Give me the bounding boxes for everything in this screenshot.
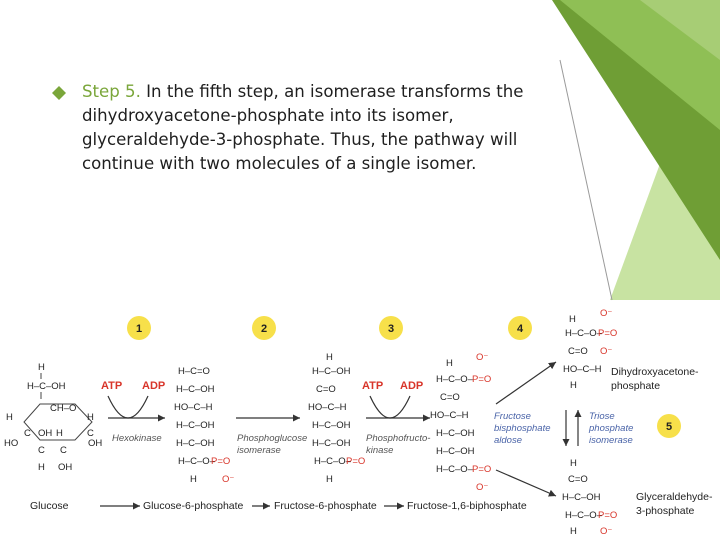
svg-text:C=O: C=O <box>440 392 460 403</box>
dhap-label-line2: phosphate <box>611 380 661 392</box>
svg-text:O⁻: O⁻ <box>600 346 613 357</box>
svg-text:P=O: P=O <box>598 510 618 521</box>
arrow-step4-up <box>496 362 556 404</box>
fructose-6-phosphate-structure <box>308 352 365 485</box>
dhap-label-line1: Dihydroxyacetone- <box>611 366 699 378</box>
atp-curve-arrow-2 <box>370 396 410 418</box>
svg-text:C: C <box>38 445 45 456</box>
svg-text:C: C <box>87 428 94 439</box>
enzyme-aldolase-line2: bisphosphate <box>494 423 551 434</box>
gap-structure <box>562 458 617 537</box>
enzyme-pfk-line1: Phosphofructo- <box>366 433 431 444</box>
enzyme-aldolase-line1: Fructose <box>494 411 531 422</box>
svg-text:O⁻: O⁻ <box>476 352 489 363</box>
enzyme-pgi-line2: isomerase <box>237 445 281 456</box>
svg-text:H–C–O–: H–C–O– <box>314 456 351 467</box>
arrow-step4-down <box>496 470 556 496</box>
step-badge-1 <box>127 316 151 340</box>
svg-text:H–C–OH: H–C–OH <box>562 492 601 503</box>
step-label: Step 5. <box>82 82 141 101</box>
svg-text:3: 3 <box>387 323 395 335</box>
svg-text:H: H <box>446 358 453 369</box>
svg-text:H: H <box>6 412 13 423</box>
svg-text:CH–O: CH–O <box>50 403 77 414</box>
svg-text:H: H <box>56 428 63 439</box>
svg-text:H–C–OH: H–C–OH <box>312 438 351 449</box>
step-description: In the fifth step, an isomerase transforms the dihydroxyacetone-phosphate into its isomer, glyceraldehyde-3-phosphate. Thus, the pathway will continue with two molecules of a single isomer. <box>82 82 524 173</box>
svg-text:O⁻: O⁻ <box>600 308 613 319</box>
svg-text:H: H <box>87 412 94 423</box>
svg-text:H: H <box>570 458 577 469</box>
svg-text:HO–C–H: HO–C–H <box>563 364 602 375</box>
svg-text:H–C–OH: H–C–OH <box>436 446 475 457</box>
svg-text:H–C–O–: H–C–O– <box>436 374 473 385</box>
svg-text:H: H <box>326 474 333 485</box>
glucose-structure <box>4 362 102 473</box>
step-badge-5 <box>657 414 681 438</box>
bullet-point <box>52 80 542 176</box>
atp-label-2: ATP <box>362 380 384 392</box>
svg-text:H–C–O–: H–C–O– <box>565 510 602 521</box>
svg-text:H–C–OH: H–C–OH <box>176 420 215 431</box>
step-badge-2 <box>252 316 276 340</box>
svg-text:H: H <box>326 352 333 363</box>
svg-text:HO–C–H: HO–C–H <box>308 402 347 413</box>
svg-text:H–C–OH: H–C–OH <box>176 384 215 395</box>
f6p-label: Fructose-6-phosphate <box>274 500 377 512</box>
step-badge-3 <box>379 316 403 340</box>
glycolysis-diagram <box>0 300 720 540</box>
svg-text:C=O: C=O <box>568 346 588 357</box>
svg-text:O⁻: O⁻ <box>222 474 235 485</box>
svg-text:O⁻: O⁻ <box>600 526 613 537</box>
svg-text:P=O: P=O <box>472 374 492 385</box>
svg-text:H–C–O–: H–C–O– <box>178 456 215 467</box>
f16bp-label: Fructose-1,6-biphosphate <box>407 500 527 512</box>
gap-label-line2: 3-phosphate <box>636 505 695 517</box>
step-badge-4 <box>508 316 532 340</box>
enzyme-pgi-line1: Phosphoglucose <box>237 433 308 444</box>
svg-text:C=O: C=O <box>316 384 336 395</box>
svg-text:HO–C–H: HO–C–H <box>174 402 213 413</box>
svg-text:H: H <box>570 526 577 537</box>
atp-curve-arrow-1 <box>108 396 148 418</box>
svg-text:5: 5 <box>665 421 673 433</box>
glucose-label: Glucose <box>30 500 69 512</box>
svg-text:P=O: P=O <box>346 456 366 467</box>
dhap-structure <box>563 308 617 391</box>
svg-text:H–C–OH: H–C–OH <box>312 366 351 377</box>
svg-text:OH: OH <box>58 462 73 473</box>
enzyme-pfk-line2: kinase <box>366 445 394 456</box>
enzyme-tpi-line2: phosphate <box>589 423 634 434</box>
enzyme-aldolase-line3: aldose <box>494 435 522 446</box>
svg-text:H–C–OH: H–C–OH <box>27 381 66 392</box>
bullet-text <box>82 80 542 176</box>
enzyme-hexokinase: Hexokinase <box>112 433 162 444</box>
svg-text:HO–C–H: HO–C–H <box>430 410 469 421</box>
svg-text:H–C–OH: H–C–OH <box>312 420 351 431</box>
svg-text:H: H <box>569 314 576 325</box>
svg-text:H–C=O: H–C=O <box>178 366 210 377</box>
svg-text:H: H <box>190 474 197 485</box>
svg-text:C=O: C=O <box>568 474 588 485</box>
svg-text:H–C–OH: H–C–OH <box>176 438 215 449</box>
svg-text:H: H <box>38 362 45 373</box>
svg-text:H: H <box>38 462 45 473</box>
svg-text:P=O: P=O <box>472 464 492 475</box>
svg-text:O⁻: O⁻ <box>476 482 489 493</box>
fructose-1-6-biphosphate-structure <box>430 352 491 493</box>
diamond-bullet-icon <box>52 86 66 100</box>
adp-label-2: ADP <box>400 380 424 392</box>
svg-text:H–C–OH: H–C–OH <box>436 428 475 439</box>
svg-text:P=O: P=O <box>598 328 618 339</box>
svg-text:H–C–O–: H–C–O– <box>436 464 473 475</box>
svg-text:H: H <box>570 380 577 391</box>
svg-text:2: 2 <box>260 323 268 335</box>
svg-text:OH: OH <box>38 428 53 439</box>
svg-text:4: 4 <box>516 323 524 335</box>
enzyme-tpi-line3: isomerase <box>589 435 633 446</box>
svg-text:P=O: P=O <box>211 456 231 467</box>
svg-text:1: 1 <box>135 323 143 335</box>
adp-label-1: ADP <box>142 380 166 392</box>
svg-text:HO: HO <box>4 438 19 449</box>
svg-text:C: C <box>24 428 31 439</box>
atp-label-1: ATP <box>101 380 123 392</box>
svg-text:H–C–O–: H–C–O– <box>565 328 602 339</box>
gap-label-line1: Glyceraldehyde- <box>636 491 713 503</box>
svg-text:OH: OH <box>88 438 103 449</box>
enzyme-tpi-line1: Triose <box>589 411 615 422</box>
g6p-label: Glucose-6-phosphate <box>143 500 244 512</box>
glucose-6-phosphate-structure <box>174 366 234 485</box>
svg-text:C: C <box>60 445 67 456</box>
